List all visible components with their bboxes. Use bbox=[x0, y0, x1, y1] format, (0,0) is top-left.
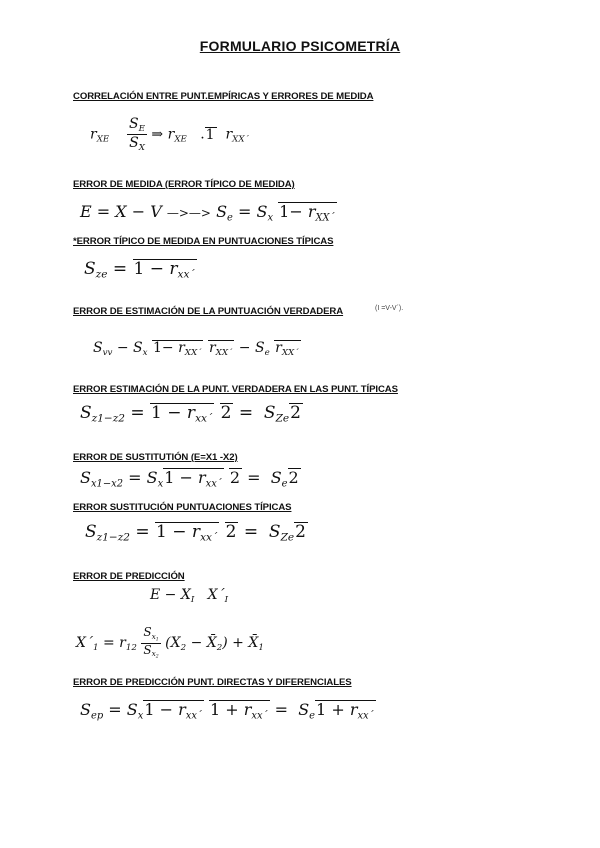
section-heading-estimacion-tipicas: ERROR ESTIMACIÓN DE LA PUNT. VERDADERA EN LAS PUNT. TÍPICAS bbox=[73, 384, 398, 395]
formula-sustitucion-tipicas: $S_{z1-z2} = 1 - r_{xx´}$ $2 = S_{Ze}2$ bbox=[85, 522, 306, 544]
section-heading-prediccion-diferenciales: ERROR DE PREDICCIÓN PUNT. DIRECTAS Y DIFERENCIALES bbox=[73, 677, 352, 688]
page-title: FORMULARIO PSICOMETRÍA bbox=[199, 38, 401, 54]
section-note-estimacion: (I =V-V´). bbox=[375, 305, 404, 312]
section-heading-sustitucion-tipicas: ERROR SUSTITUCIÓN PUNTUACIONES TÍPICAS bbox=[73, 502, 292, 513]
section-heading-estimacion-verdadera: ERROR DE ESTIMACIÓN DE LA PUNTUACIÓN VERDADERA bbox=[73, 306, 344, 317]
formula-prediccion-error: $E - X_I$ $X´_I$ bbox=[150, 587, 229, 606]
formula-prediccion-regresion: $X´_1 = r_{12}$ $\frac{S_{x_1}}{S_{x_2}}$ ($X_2$ − $X̄_2$) + $X̄_1$ bbox=[76, 625, 264, 660]
section-heading-error-tipico-tipicas: *ERROR TÍPICO DE MEDIDA EN PUNTUACIONES TÍPICAS bbox=[73, 236, 334, 247]
section-heading-error-medida: ERROR DE MEDIDA (ERROR TÍPICO DE MEDIDA) bbox=[73, 179, 295, 190]
formula-sustitucion: $S_{x1-x2} = S_x1 - r_{xx´}$ $2 = S_e2$ bbox=[80, 468, 299, 490]
section-heading-sustitucion: ERROR DE SUSTITUTIÓN (E=X1 -X2) bbox=[73, 452, 238, 463]
formula-estimacion-tipicas: $S_{z1-z2} = 1 - r_{xx´}$ $2 = S_{Ze}2$ bbox=[80, 403, 301, 425]
formula-estimacion-verdadera: $S_{vv} - S_x$ $1- r_{XX´}$ $r_{XX´} - S_e$ $r_{XX´}$ bbox=[93, 340, 299, 359]
formula-correlacion-xe: $r_{XE}$ $\frac{S_E}{S_X}$ ⇒ $r_{XE}$ .1 $r_{XX´}$ bbox=[90, 116, 249, 154]
section-heading-prediccion: ERROR DE PREDICCIÓN bbox=[73, 571, 185, 582]
formula-error-medida: E = X − V —>—> $S_e = S_x$ $1- r_{XX´}$ bbox=[80, 202, 335, 224]
formula-error-tipico-tipicas: $S_{ze} = 1 - r_{xx´}$ bbox=[84, 259, 195, 281]
formula-prediccion-diferenciales: $S_{ep} = S_x1 - r_{xx´}$ $1 + r_{xx´} = S_e1 + r_{xx´}$ bbox=[80, 700, 374, 722]
section-heading-correlacion: CORRELACIÓN ENTRE PUNT.EMPÍRICAS Y ERRORES DE MEDIDA bbox=[73, 91, 374, 102]
